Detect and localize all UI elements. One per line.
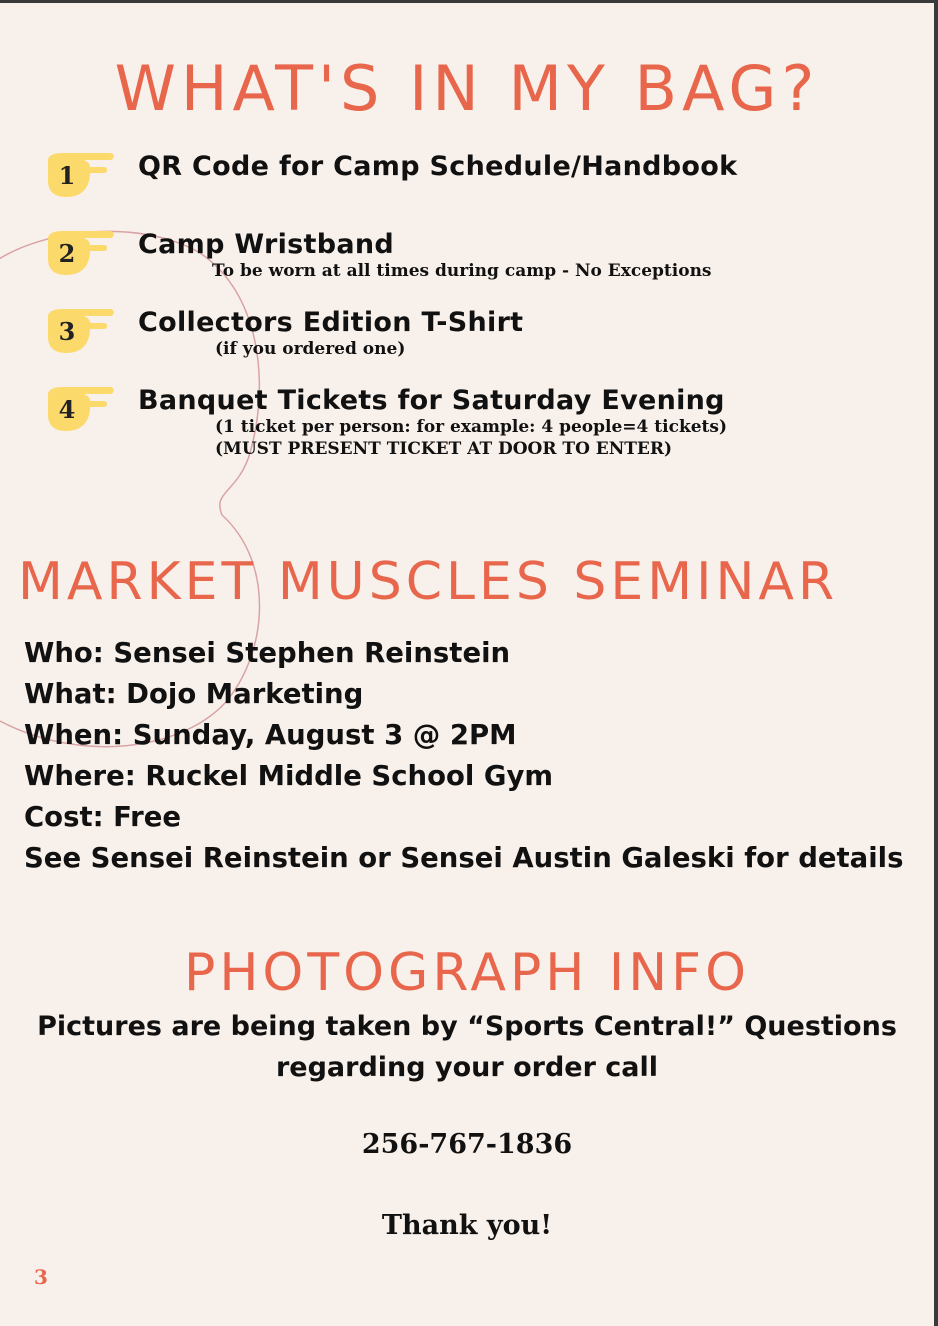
phone-number: 256-767-1836 — [361, 1129, 573, 1160]
item-number: 1 — [58, 161, 76, 190]
item-note: (MUST PRESENT TICKET AT DOOR TO ENTER) — [215, 439, 673, 459]
item-label: Banquet Tickets for Saturday Evening — [138, 385, 725, 416]
item-note: To be worn at all times during camp - No Exceptions — [212, 261, 712, 281]
photo-description — [0, 1006, 934, 1088]
seminar-line: What: Dojo Marketing — [24, 678, 364, 710]
page — [0, 3, 934, 1326]
item-note: (if you ordered one) — [215, 339, 406, 359]
seminar-line: When: Sunday, August 3 @ 2PM — [24, 719, 517, 751]
pointing-hand-icon — [44, 151, 116, 199]
seminar-line: See Sensei Reinstein or Sensei Austin Galeski for details — [24, 842, 904, 874]
photo-description-line: Pictures are being taken by “Sports Central!” Questions — [37, 1011, 897, 1042]
item-label: Camp Wristband — [138, 229, 395, 260]
seminar-title: MARKET MUSCLES SEMINAR — [18, 552, 839, 612]
item-note: (1 ticket per person: for example: 4 people=4 tickets) — [215, 417, 728, 437]
photo-description-line: regarding your order call — [275, 1052, 659, 1083]
pointing-hand-icon — [44, 385, 116, 433]
item-number: 3 — [58, 317, 76, 346]
seminar-details — [24, 633, 903, 879]
item-label: QR Code for Camp Schedule/Handbook — [138, 151, 738, 182]
item-number: 4 — [58, 395, 76, 424]
item-number: 2 — [58, 239, 76, 268]
item-label: Collectors Edition T-Shirt — [138, 307, 524, 338]
seminar-line: Who: Sensei Stephen Reinstein — [24, 637, 511, 669]
thank-you-text: Thank you! — [381, 1210, 553, 1241]
seminar-line: Where: Ruckel Middle School Gym — [24, 760, 554, 792]
pointing-hand-icon — [44, 307, 116, 355]
page-number: 3 — [34, 1265, 48, 1289]
seminar-line: Cost: Free — [24, 801, 182, 833]
photo-title: PHOTOGRAPH INFO — [183, 943, 751, 1003]
pointing-hand-icon — [44, 229, 116, 277]
bag-title: WHAT'S IN MY BAG? — [114, 52, 820, 125]
